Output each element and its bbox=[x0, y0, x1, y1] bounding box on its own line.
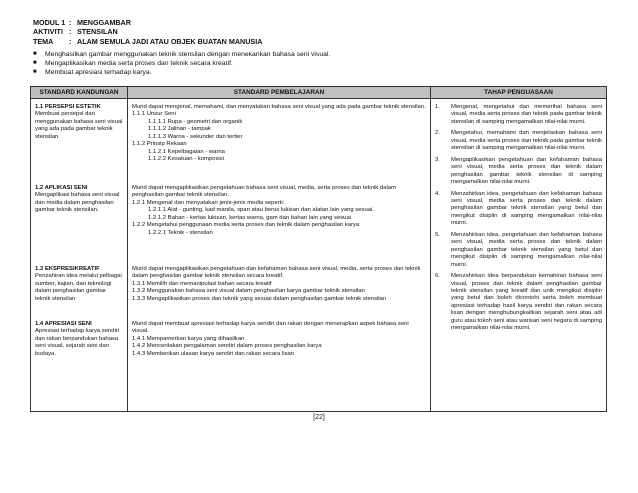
kandungan-body: Membuat persepsi dan menggunakan bahasa seni visual yang ada pada gambar teknik stensilan. bbox=[35, 111, 123, 140]
pembelajaran-intro: Murid dapat mengaplikasikan pengetahuan bahasa seni visual, media, serta proses dan teknik dalam penghasilan gambar teknik stensilan. bbox=[132, 185, 396, 199]
curriculum-table bbox=[30, 86, 607, 412]
level-text: Mengenal, mengetahui dan memerihal bahasa seni visual, media serta proses dan teknik pada gambar teknik stensilan di samping mengamalkan nilai-nilai murni. bbox=[451, 104, 602, 125]
pembelajaran-cell bbox=[128, 99, 431, 412]
pembelajaran-block bbox=[132, 185, 426, 266]
square-bullet-icon: ■ bbox=[33, 60, 37, 67]
pembelajaran-line: 1.2.1.1 Alat - gunting, kad manila, span atau berus lukisan dan alatan lain yang sesuai. bbox=[148, 207, 374, 214]
pembelajaran-intro: Murid dapat membuat apresiasi terhadap karya sendiri dan rakan dengan menerapkan aspek bahasa seni visual. bbox=[132, 321, 409, 335]
theme-row bbox=[33, 37, 262, 46]
module-value: MENGGAMBAR bbox=[77, 18, 131, 27]
kandungan-title: 1.4 APRESIASI SENI bbox=[35, 321, 92, 327]
kandungan-body: Penzahiran idea melalui pelbagai sumber, kajian, dan teknologi dalam penghasilan gambar teknik stensilan bbox=[35, 273, 122, 302]
table-row bbox=[31, 99, 607, 412]
list-item bbox=[435, 104, 602, 126]
pembelajaran-line: 1.2.1 Mengenal dan menyatakan jenis-jenis media seperti: bbox=[132, 199, 285, 206]
table-header-row bbox=[31, 87, 607, 99]
activity-separator: : bbox=[69, 27, 72, 37]
pembelajaran-line: 1.3.2 Menggunakan bahasa seni visual dalam penghasilan karya gambar teknik stensilan bbox=[132, 288, 365, 295]
pembelajaran-line: 1.4.1 Mempamerkan karya yang dihasilkan bbox=[132, 335, 245, 342]
activity-key: AKTIVITI bbox=[33, 27, 63, 37]
penguasaan-list bbox=[435, 104, 602, 333]
pembelajaran-block bbox=[132, 266, 426, 321]
list-item bbox=[435, 191, 602, 228]
objective-text: Membuat apresiasi terhadap karya. bbox=[45, 69, 152, 77]
pembelajaran-line: 1.2.2 Mengetahui penggunaan media serta proses dan teknik dalam penghasilan karya bbox=[132, 222, 360, 229]
kandungan-title: 1.2 APLIKASI SENI bbox=[35, 185, 88, 191]
objective-text: Menghasilkan gambar menggunakan teknik stensilan dengan menekankan bahasa seni visual. bbox=[45, 51, 331, 58]
theme-separator: : bbox=[69, 36, 72, 46]
kandungan-body: Apresiasi terhadap karya sendiri dan rakan berpandukan bahasa seni visual, sejarah seni dan budaya. bbox=[35, 328, 120, 357]
pembelajaran-line: 1.1.1.1 Rupa - geometri dan organik bbox=[148, 118, 243, 125]
level-number: 5. bbox=[435, 231, 440, 238]
header-standard-kandungan: STANDARD KANDUNGAN bbox=[31, 87, 128, 99]
kandungan-body: Mengaplikasi bahasa seni visual dan media dalam penghasilan gambar teknik stensilan. bbox=[35, 192, 120, 214]
pembelajaran-intro: Murid dapat mengenal, memahami, dan menyatakan bahasa seni visual yang ada pada gambar teknik stensilan. bbox=[132, 104, 426, 110]
square-bullet-icon: ■ bbox=[33, 51, 37, 57]
square-bullet-icon: ■ bbox=[33, 69, 37, 76]
list-item bbox=[435, 273, 602, 333]
penguasaan-cell bbox=[431, 99, 607, 412]
kandungan-block bbox=[35, 185, 123, 266]
list-item bbox=[435, 130, 602, 152]
kandungan-cell bbox=[31, 99, 128, 412]
objectives-list bbox=[33, 50, 330, 78]
module-key: MODUL 1 bbox=[33, 18, 66, 27]
pembelajaran-line: 1.3.1 Memilih dan memanipulasi bahan secara kreatif bbox=[132, 280, 272, 287]
theme-key: TEMA bbox=[33, 36, 54, 46]
kandungan-title: 1.1 PERSEPSI ESTETIK bbox=[35, 104, 101, 110]
page-number: [22] bbox=[313, 414, 325, 421]
level-text: Mengetahui, memahami dan menjelaskan bahasa seni visual, media serta proses dan teknik pada gambar teknik stensilan di samping mengamalkan nilai-nilai murni. bbox=[451, 130, 602, 152]
level-text: Menzahirkan idea, pengetahuan dan kefahaman bahasa seni visual, media serta proses dan teknik dalam penghasilan gambar teknik stensilan yang betul dan mengikut disiplin di samping mengamalkan nilai-nilai murni. bbox=[451, 190, 602, 227]
level-number: 4. bbox=[435, 190, 440, 197]
pembelajaran-line: 1.2.2.1 Teknik - stensilan bbox=[148, 229, 213, 236]
level-text: Menzahirkan idea berpandukan kemahiran bahasa seni visual, proses dan teknik dalam penghasilan gambar teknik stensilan yang kreatif dan unik mengikut disiplin yang betul dan boleh dicontohi serta boleh membuat apresiasi terhadap hasil karya sendiri dan rakan secara lisan dengan menghubungkaitkan sejarah seni atau adi guru atau tokoh seni atau warisan seni negara di samping mengamalkan nilai-nilai murni. bbox=[451, 273, 602, 332]
pembelajaran-block bbox=[132, 321, 426, 358]
kandungan-title: 1.3 EKSPRESIKREATIF bbox=[35, 266, 100, 272]
pembelajaran-line: 1.4.2 Menceritakan pengalaman sendiri dalam proses penghasilan karya bbox=[132, 343, 322, 350]
kandungan-block bbox=[35, 104, 123, 185]
objective-item bbox=[33, 50, 330, 59]
level-number: 1. bbox=[435, 104, 440, 110]
pembelajaran-line: 1.1.2.1 Kepelbagaian - warna bbox=[148, 148, 225, 155]
module-separator: : bbox=[69, 18, 72, 27]
pembelajaran-line: 1.2.1.2 Bahan - kertas lukisan, kertas warna, gam dan bahan lain yang sesuai bbox=[148, 214, 352, 221]
pembelajaran-line: 1.1.1.2 Jalinan - tampak bbox=[148, 126, 211, 133]
level-text: Mengaplikasikan pengetahuan dan kefahaman bahasa seni visual, media serta proses dan teknik dalam penghasilan gambar teknik stensilan di samping mengamalkan nilai-nilai murni. bbox=[451, 156, 602, 186]
objective-item bbox=[33, 68, 330, 77]
activity-row bbox=[33, 27, 262, 36]
list-item bbox=[435, 232, 602, 269]
pembelajaran-line: 1.4.3 Memberikan ulasan karya sendiri dan rakan secara lisan bbox=[132, 350, 295, 357]
pembelajaran-intro: Murid dapat mengaplikasikan pengetahuan dan kefahaman bahasa seni visual, media, serta proses dan teknik dalam penghasilan gambar teknik stensilan secara kreatif. bbox=[132, 266, 421, 280]
pembelajaran-block bbox=[132, 104, 426, 185]
header-standard-pembelajaran: STANDARD PEMBELAJARAN bbox=[128, 87, 431, 99]
level-number: 3. bbox=[435, 156, 440, 163]
theme-value: ALAM SEMULA JADI ATAU OBJEK BUATAN MANUSIA bbox=[77, 36, 263, 46]
objective-text: Mengaplikasikan media serta proses dan teknik secara kreatif. bbox=[45, 60, 233, 68]
objective-item bbox=[33, 59, 330, 68]
level-text: Menzahirkan idea, pengetahuan dan kefahaman bahasa seni visual, media serta proses dan teknik dalam penghasilan gambar teknik stensilan yang betul dan mengikut disiplin di samping mengamalkan nilai-nilai murni. bbox=[451, 231, 602, 268]
level-number: 2. bbox=[435, 130, 440, 137]
activity-value: STENSILAN bbox=[77, 27, 118, 37]
kandungan-block bbox=[35, 266, 123, 321]
pembelajaran-line: 1.1.2.2 Kesatuan - komposisi bbox=[148, 156, 224, 163]
pembelajaran-line: 1.1.1.3 Warna - sekunder dan tertier bbox=[148, 133, 243, 140]
module-row bbox=[33, 18, 262, 27]
pembelajaran-line: 1.1.2 Prinsip Rekaan bbox=[132, 141, 187, 148]
pembelajaran-line: 1.1.1 Unsur Seni bbox=[132, 111, 176, 118]
module-header bbox=[33, 18, 262, 46]
list-item bbox=[435, 157, 602, 187]
pembelajaran-line: 1.3.3 Mengaplikasikan proses dan teknik yang sesuai dalam penghasilan gambar teknik stensilan bbox=[132, 295, 387, 302]
level-number: 6. bbox=[435, 273, 440, 280]
header-tahap-penguasaan: TAHAP PENGUASAAN bbox=[431, 87, 607, 99]
kandungan-block bbox=[35, 321, 123, 358]
